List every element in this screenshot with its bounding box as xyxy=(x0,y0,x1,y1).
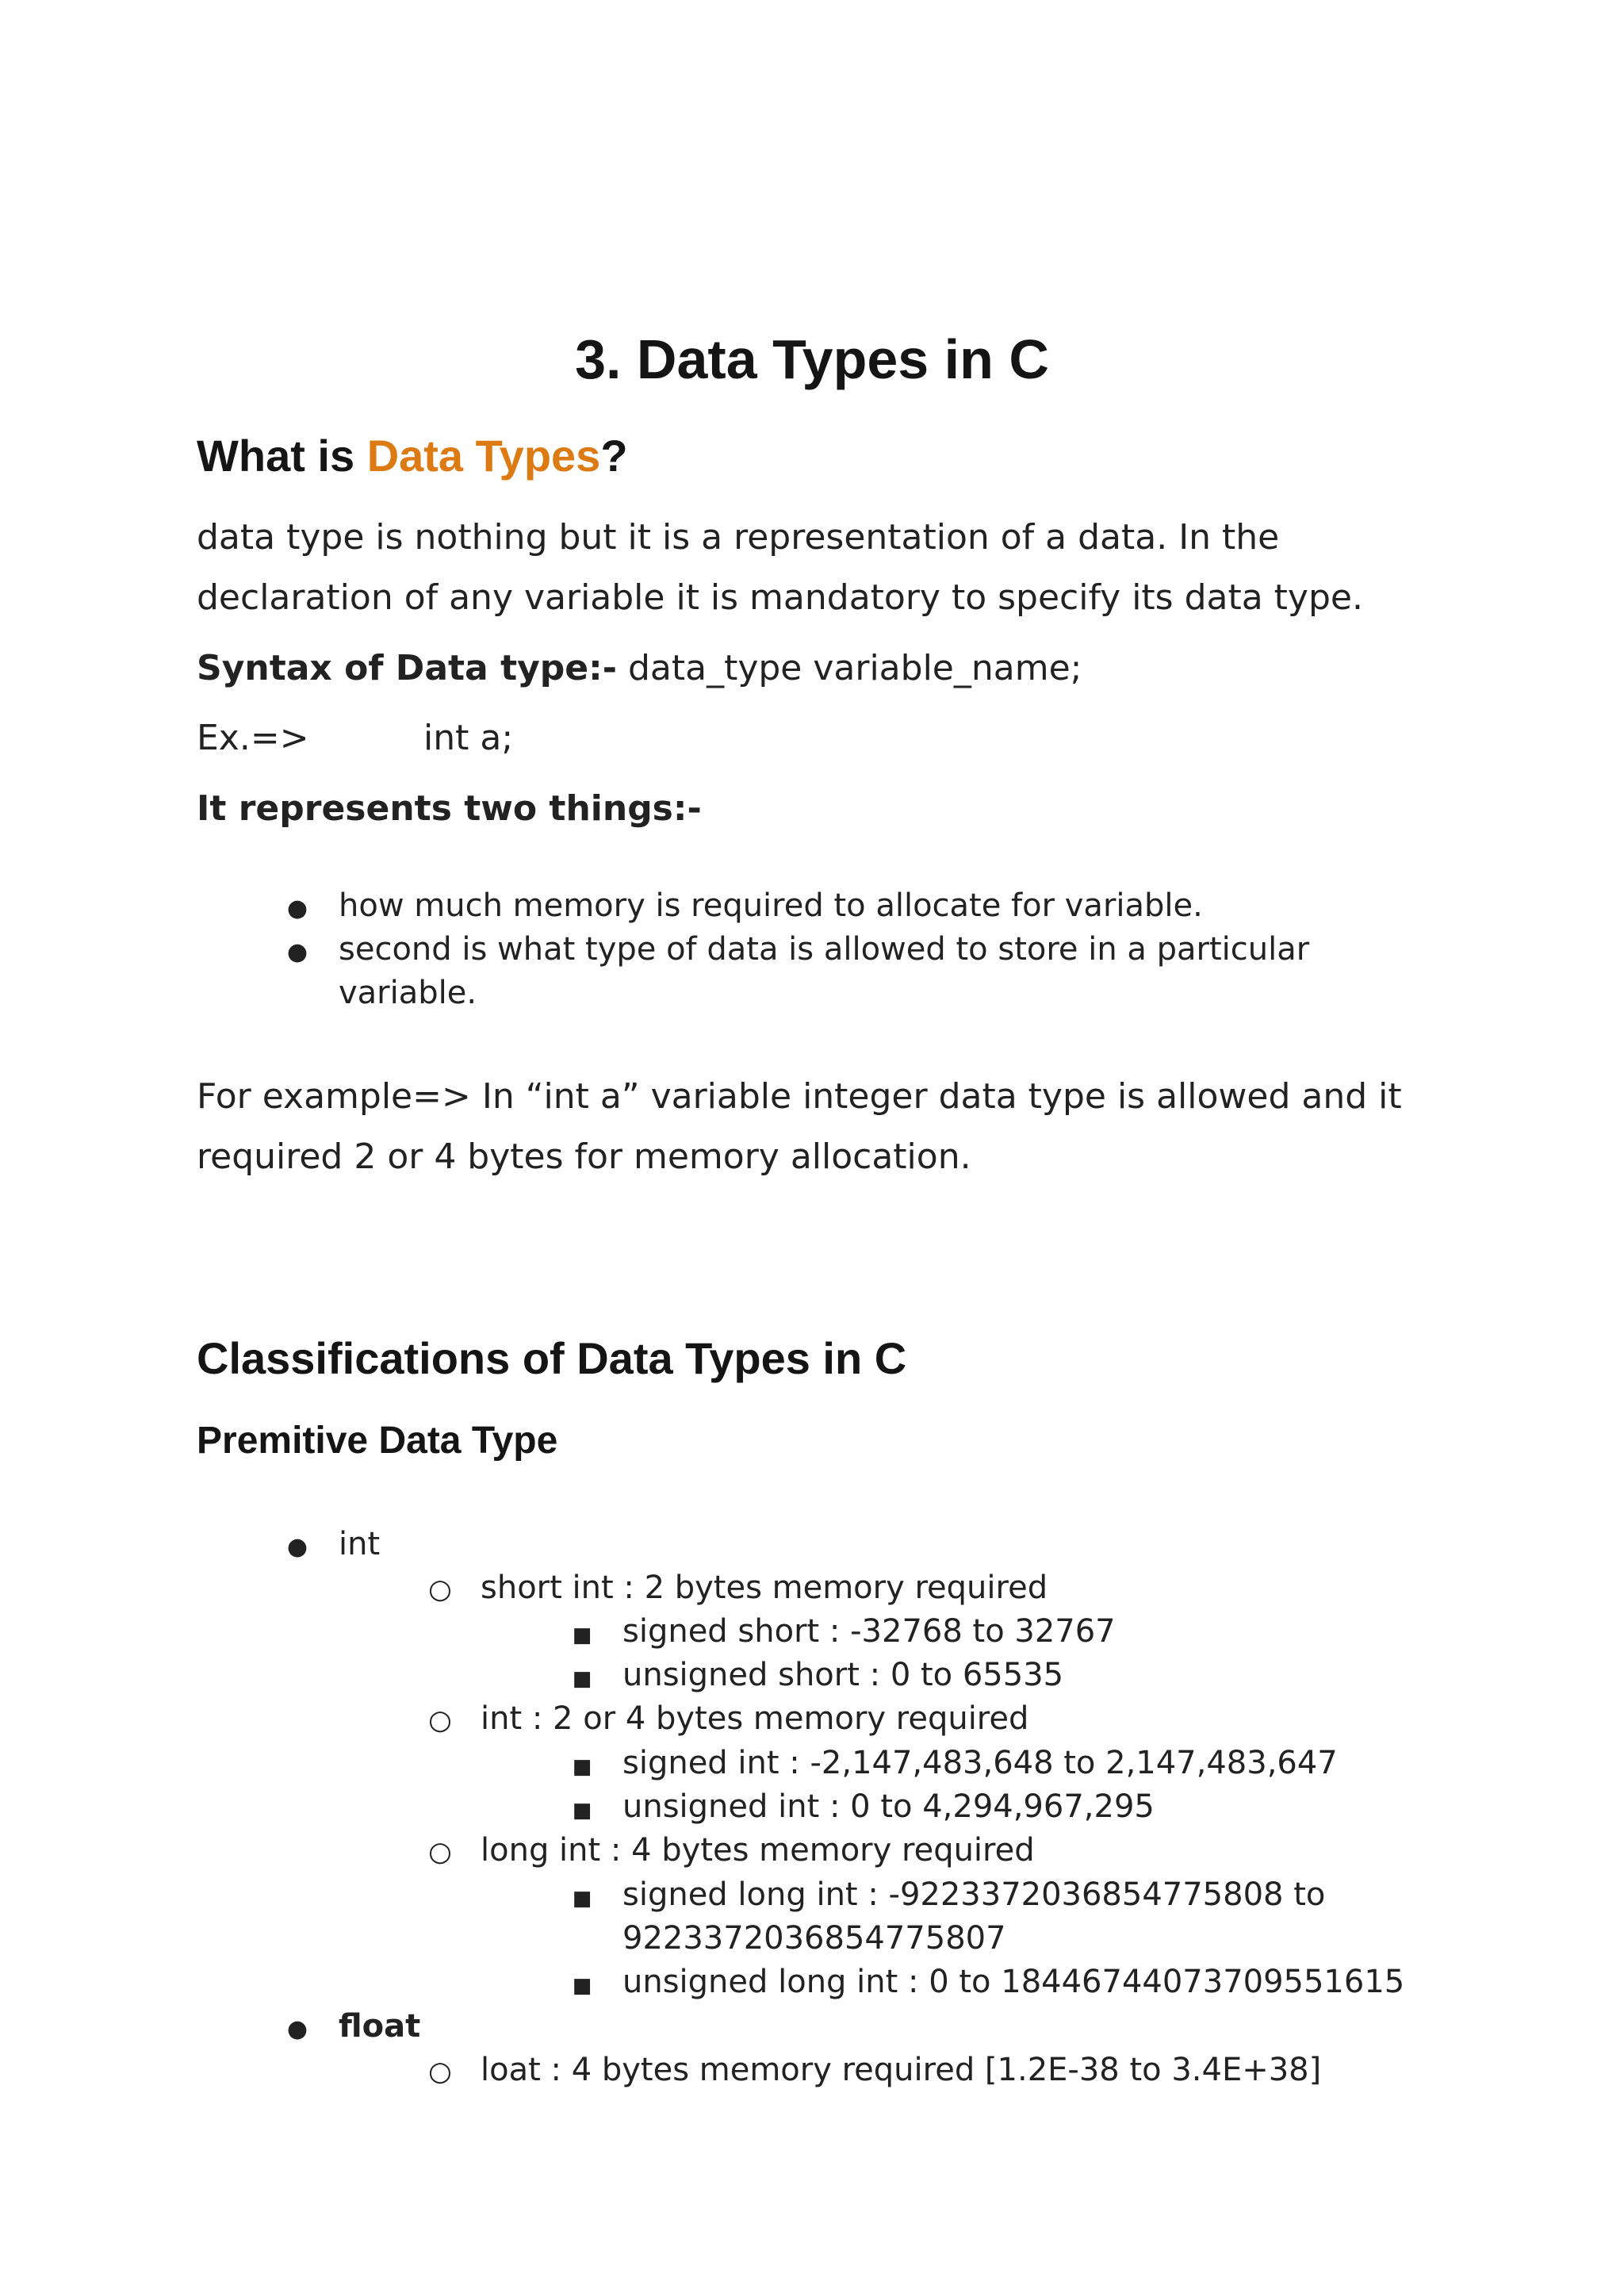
definition-paragraph-line-2: declaration of any variable it is mandatory to specify its data type. xyxy=(197,577,1363,618)
section-heading-classifications: Classifications of Data Types in C xyxy=(197,1333,907,1383)
example-code: int a; xyxy=(423,718,514,758)
list-item-int-size: ○ int : 2 or 4 bytes memory required xyxy=(424,1697,456,1742)
bullet-square-icon xyxy=(566,1610,598,1658)
page-title: 3. Data Types in C xyxy=(575,328,1049,390)
list-item-unsigned-int: ■ unsigned int : 0 to 4,294,967,295 xyxy=(566,1785,598,1833)
list-item-continuation: 9223372036854775807 xyxy=(622,1920,1006,1957)
list-item: ● how much memory is required to allocate for variable. xyxy=(282,884,313,930)
syntax-line xyxy=(197,638,1082,699)
list-item-int: ● int xyxy=(282,1523,313,1569)
list-item-signed-short: ■ signed short : -32768 to 32767 xyxy=(566,1610,598,1658)
list-item-float: ● float xyxy=(282,2005,313,2051)
list-item-unsigned-long: ■ unsigned long int : 0 to 18446744073709551615 xyxy=(566,1961,598,2008)
list-item-signed-int: ■ signed int : -2,147,483,648 to 2,147,483,647 xyxy=(566,1742,598,1789)
bullet-disc-icon xyxy=(282,1523,313,1569)
list-item: ● second is what type of data is allowed to store in a particular xyxy=(282,928,313,974)
bullet-square-icon xyxy=(566,1654,598,1701)
bullet-square-icon xyxy=(566,1873,598,1921)
list-item-short-int: ○ short int : 2 bytes memory required xyxy=(424,1566,456,1612)
bullet-circle-icon xyxy=(424,1829,456,1874)
list-item-continuation: variable. xyxy=(339,975,477,1011)
list-item-long-int: ○ long int : 4 bytes memory required xyxy=(424,1829,456,1874)
bullet-disc-icon xyxy=(282,2005,313,2051)
list-item-float-size: ○ loat : 4 bytes memory required [1.2E-38 to 3.4E+38] xyxy=(424,2049,456,2094)
subheading-primitive: Premitive Data Type xyxy=(197,1420,558,1462)
bullet-square-icon xyxy=(566,1961,598,2008)
syntax-value: data_type variable_name; xyxy=(616,648,1082,688)
definition-paragraph-line-1: data type is nothing but it is a representation of a data. In the xyxy=(197,517,1280,558)
example-paragraph-line-2: required 2 or 4 bytes for memory allocation. xyxy=(197,1137,971,1177)
heading-accent-text: Data Types xyxy=(366,431,601,481)
example-paragraph-line-1: For example=> In “int a” variable integer data type is allowed and it xyxy=(197,1076,1402,1117)
bullet-circle-icon xyxy=(424,1697,456,1742)
bullet-square-icon xyxy=(566,1785,598,1833)
bullet-disc-icon xyxy=(282,884,313,930)
list-item-unsigned-short: ■ unsigned short : 0 to 65535 xyxy=(566,1654,598,1701)
section-heading-what-is: What is Data Types? xyxy=(197,431,628,481)
syntax-label: Syntax of Data type:- xyxy=(197,648,617,688)
bullet-disc-icon xyxy=(282,928,313,974)
bullet-circle-icon xyxy=(424,1566,456,1612)
example-label: Ex.=> xyxy=(197,718,309,758)
bullet-square-icon xyxy=(566,1742,598,1789)
list-item-signed-long: ■ signed long int : -9223372036854775808 to xyxy=(566,1873,598,1921)
bullet-circle-icon xyxy=(424,2049,456,2094)
represents-heading: It represents two things:- xyxy=(197,788,702,829)
